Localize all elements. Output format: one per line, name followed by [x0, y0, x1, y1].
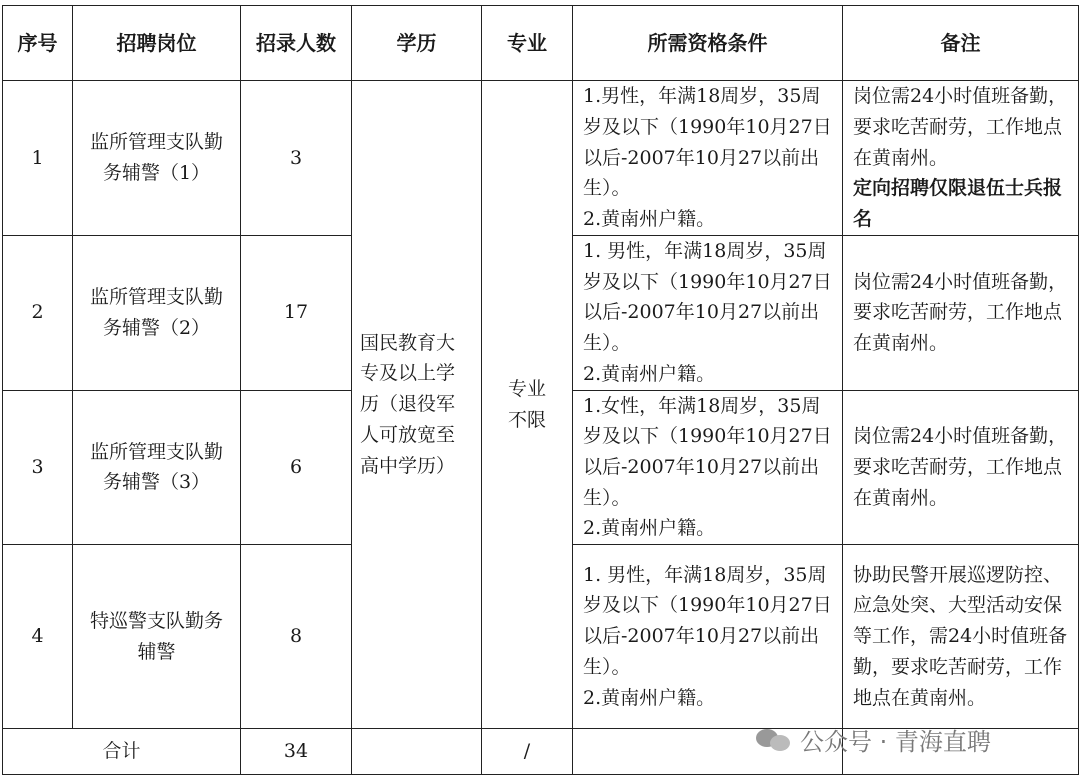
- total-major: /: [482, 729, 573, 775]
- row-remark: [843, 390, 1079, 545]
- watermark: [756, 722, 991, 757]
- row-conditions: [573, 545, 843, 729]
- major-cell: 专业不限: [482, 81, 573, 729]
- condition-line: 1.女性，年满18周岁，35周岁及以下（1990年10月27日以后-2007年10月27以前出生）。: [583, 394, 832, 509]
- total-label: 合计: [3, 729, 241, 775]
- remark-text: 岗位需24小时值班备勤，要求吃苦耐劳，工作地点在黄南州。: [853, 270, 1068, 355]
- remark-text: 岗位需24小时值班备勤，要求吃苦耐劳，工作地点在黄南州。: [853, 425, 1068, 509]
- row-count: 17: [241, 236, 352, 391]
- watermark-text: 公众号 · 青海直聘: [800, 728, 991, 756]
- condition-line: 1. 男性，年满18周岁，35周岁及以下（1990年10月27日以后-2007年10月27以前出生）。: [583, 563, 832, 678]
- row-count: 8: [241, 545, 352, 729]
- total-count: 34: [241, 729, 352, 775]
- condition-line: 2.黄南州户籍。: [583, 517, 716, 540]
- row-remark: [843, 545, 1079, 729]
- row-count: 3: [241, 81, 352, 236]
- condition-line: 2.黄南州户籍。: [583, 686, 716, 709]
- table-row: [3, 81, 1079, 236]
- remark-text: 岗位需24小时值班备勤，要求吃苦耐劳，工作地点在黄南州。: [853, 85, 1068, 169]
- row-position: 监所管理支队勤务辅警（2）: [73, 236, 241, 391]
- header-major: 专业: [482, 6, 573, 81]
- row-conditions: [573, 390, 843, 545]
- header-position: 招聘岗位: [73, 6, 241, 81]
- row-conditions: [573, 81, 843, 236]
- row-no: 3: [3, 390, 73, 545]
- header-conditions: 所需资格条件: [573, 6, 843, 81]
- row-no: 4: [3, 545, 73, 729]
- row-count: 6: [241, 390, 352, 545]
- row-conditions: [573, 236, 843, 391]
- condition-line: 1.男性，年满18周岁，35周岁及以下（1990年10月27日以后-2007年10月27以前出生）。: [583, 85, 832, 200]
- total-education: [352, 729, 482, 775]
- row-remark: [843, 236, 1079, 391]
- row-position: 特巡警支队勤务辅警: [73, 545, 241, 729]
- header-row: [3, 6, 1079, 81]
- education-cell: 国民教育大专及以上学历（退役军人可放宽至高中学历）: [352, 81, 482, 729]
- condition-line: 1. 男性，年满18周岁，35周岁及以下（1990年10月27日以后-2007年10月27以前出生）。: [583, 240, 832, 355]
- header-count: 招录人数: [241, 6, 352, 81]
- row-remark: [843, 81, 1079, 236]
- row-no: 1: [3, 81, 73, 236]
- condition-line: 2.黄南州户籍。: [583, 208, 716, 231]
- row-position: 监所管理支队勤务辅警（3）: [73, 390, 241, 545]
- row-position: 监所管理支队勤务辅警（1）: [73, 81, 241, 236]
- header-education: 学历: [352, 6, 482, 81]
- remark-text: 协助民警开展巡逻防控、应急处突、大型活动安保等工作，需24小时值班备勤，要求吃苦耐劳，工作地点在黄南州。: [853, 563, 1068, 709]
- wechat-icon: [756, 725, 792, 755]
- condition-line: 2.黄南州户籍。: [583, 362, 716, 385]
- row-no: 2: [3, 236, 73, 391]
- header-remark: 备注: [843, 6, 1079, 81]
- header-no: 序号: [3, 6, 73, 81]
- recruitment-table: [2, 5, 1079, 775]
- remark-bold-text: 定向招聘仅限退伍士兵报名: [853, 177, 1063, 231]
